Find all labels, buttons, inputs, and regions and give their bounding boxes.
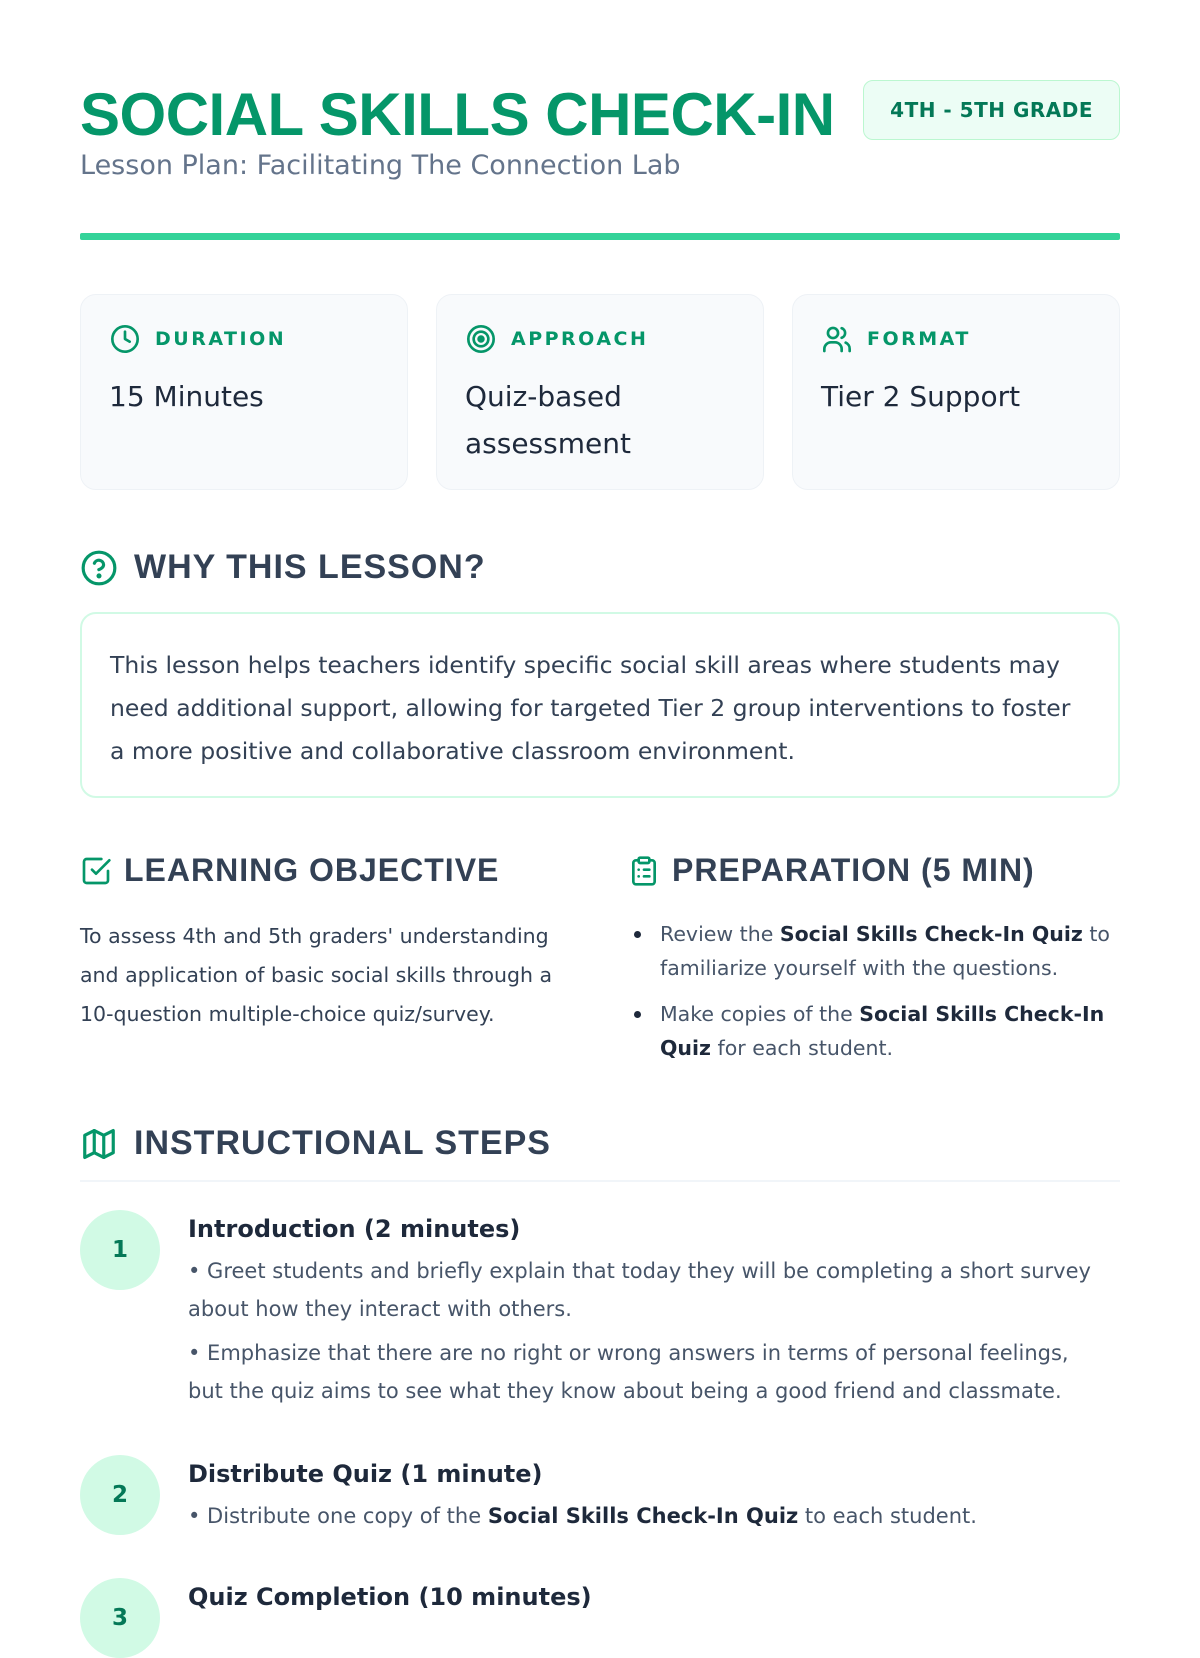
why-text: This lesson helps teachers identify specific social skill areas where students may need additional support, allowing for targeted Tier 2 group interventions to foster a more positive and collaborative classroom environment. — [110, 651, 1071, 765]
step-title: Introduction (2 minutes) — [188, 1215, 521, 1243]
info-cards — [80, 294, 1120, 490]
steps-divider — [80, 1180, 1120, 1182]
clock-icon — [109, 323, 141, 355]
card-label: DURATION — [155, 328, 287, 350]
section-title: PREPARATION (5 MIN) — [672, 852, 1035, 888]
page-subtitle: Lesson Plan: Facilitating The Connection Lab — [80, 150, 681, 181]
info-card-format — [792, 294, 1120, 490]
card-label: APPROACH — [511, 328, 649, 350]
card-value: 15 Minutes — [109, 380, 264, 413]
step-title: Distribute Quiz (1 minute) — [188, 1460, 543, 1488]
grade-badge: 4TH - 5TH GRADE — [863, 80, 1120, 140]
clipboard-icon — [628, 855, 660, 887]
users-icon — [821, 323, 853, 355]
list-item: Review the Social Skills Check-In Quiz to familiarize yourself with the questions. — [628, 917, 1120, 985]
help-circle-icon — [80, 549, 118, 587]
card-value: Tier 2 Support — [821, 380, 1021, 413]
step-line: • Greet students and briefly explain that today they will be completing a short survey about how they interact with others. — [188, 1259, 1091, 1321]
step-title: Quiz Completion (10 minutes) — [188, 1583, 592, 1611]
header-divider — [80, 233, 1120, 240]
section-title: INSTRUCTIONAL STEPS — [134, 1124, 551, 1162]
step-number-badge: 1 — [80, 1210, 160, 1290]
section-title: WHY THIS LESSON? — [134, 548, 486, 586]
step-line: • Distribute one copy of the Social Skills Check-In Quiz to each student. — [188, 1504, 977, 1528]
card-label: FORMAT — [867, 328, 971, 350]
map-icon — [80, 1125, 118, 1163]
preparation-section-header — [628, 852, 1035, 889]
list-item: Make copies of the Social Skills Check-In Quiz for each student. — [628, 997, 1120, 1065]
target-icon — [465, 323, 497, 355]
why-section-header — [80, 548, 486, 587]
objective-text: To assess 4th and 5th graders' understanding and application of basic social skills through a 10-question multiple-choice quiz/survey. — [80, 924, 553, 1026]
why-box — [80, 612, 1120, 798]
page-title: SOCIAL SKILLS CHECK-IN — [80, 81, 835, 148]
info-card-duration — [80, 294, 408, 490]
steps-section-header — [80, 1124, 551, 1163]
step-number-badge: 2 — [80, 1455, 160, 1535]
section-title: LEARNING OBJECTIVE — [124, 852, 500, 888]
check-square-icon — [80, 855, 112, 887]
card-value: Quiz-based assessment — [465, 380, 631, 460]
info-card-approach — [436, 294, 764, 490]
step-number-badge: 3 — [80, 1578, 160, 1658]
step-line: • Emphasize that there are no right or wrong answers in terms of personal feelings, but the quiz aims to see what they know about being a good friend and classmate. — [188, 1341, 1069, 1403]
objective-section-header — [80, 852, 499, 889]
preparation-list — [628, 917, 1120, 1077]
